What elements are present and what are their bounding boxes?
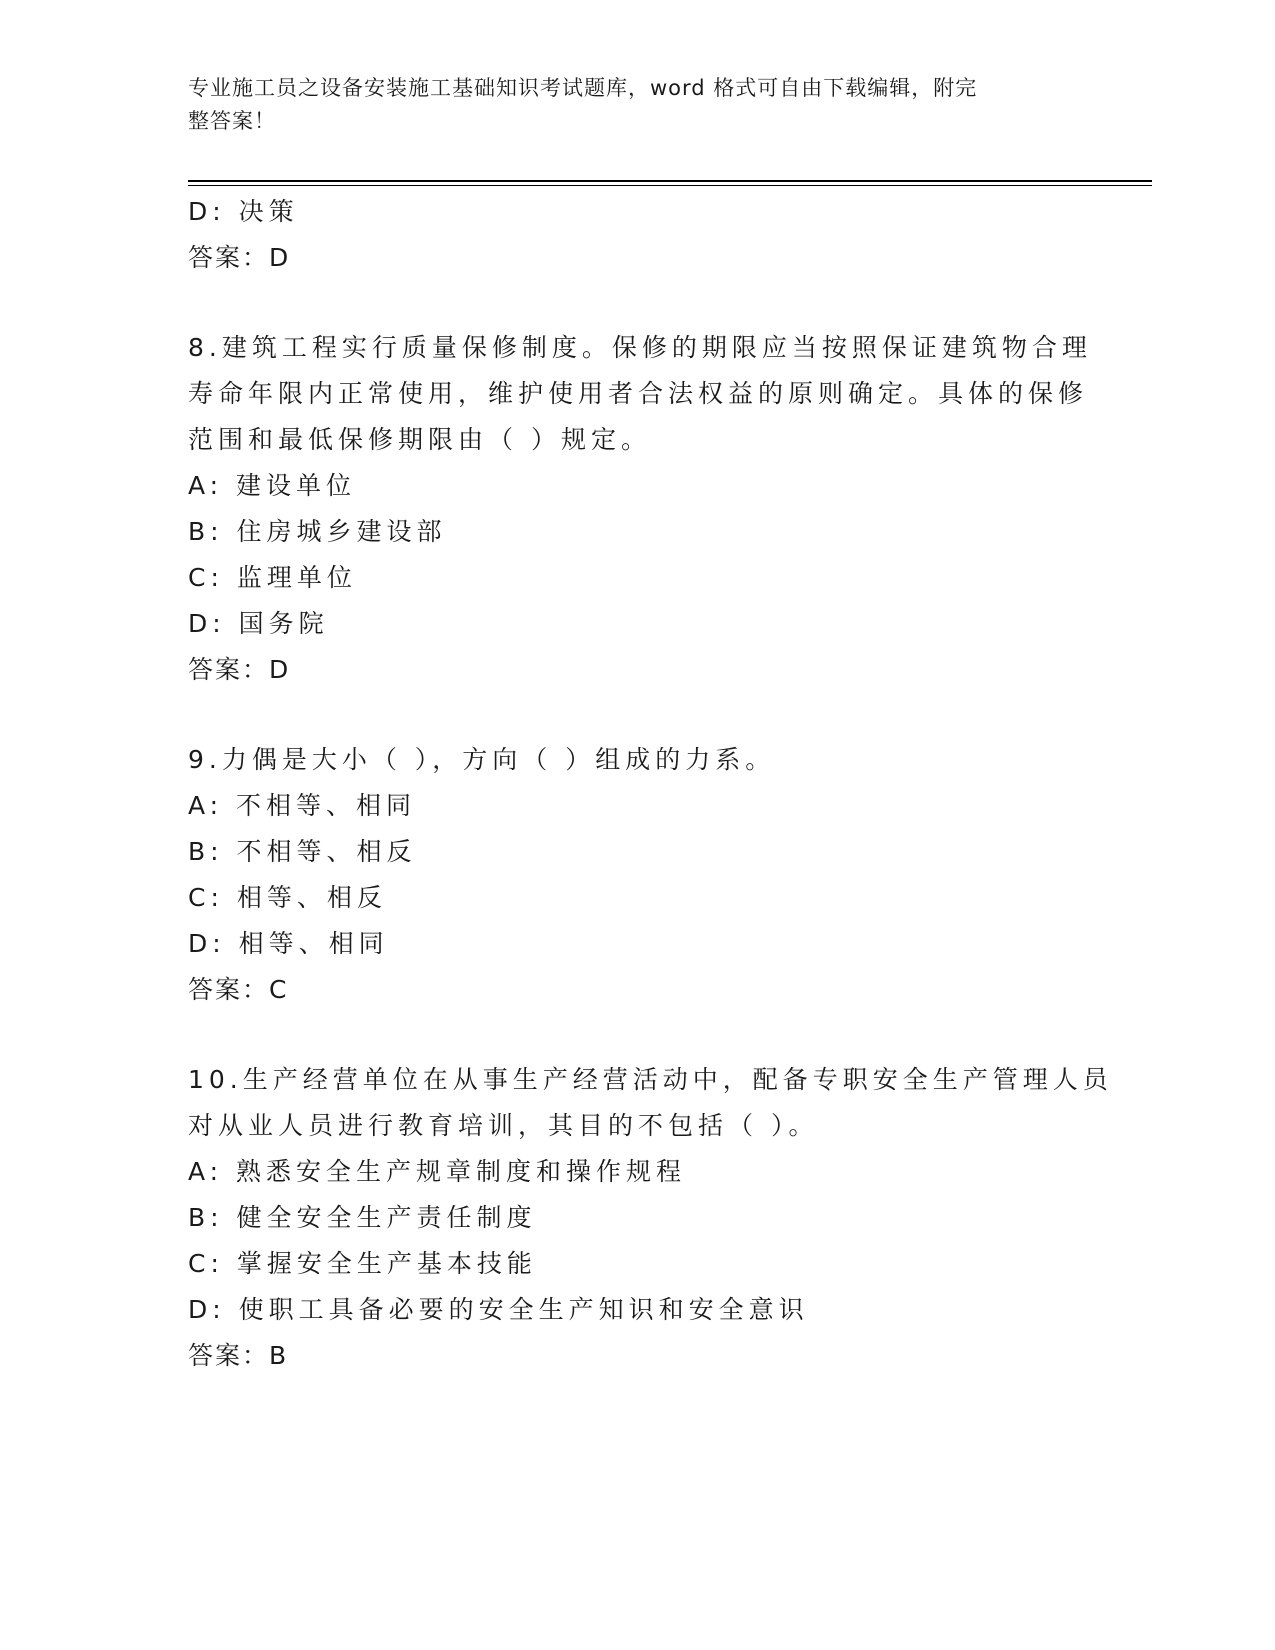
header-line-2: 整答案！ [188, 109, 276, 133]
option-d: D: 相等、相同 [188, 929, 389, 958]
option-a: A: 不相等、相同 [188, 791, 417, 820]
question-text [188, 1057, 1113, 1149]
answer-line: 答案：D [188, 243, 291, 272]
option-b: B: 住房城乡建设部 [188, 517, 447, 546]
header-line-1: 专业施工员之设备安装施工基础知识考试题库，word 格式可自由下载编辑，附完 [188, 76, 978, 100]
option-c: C: 相等、相反 [188, 883, 387, 912]
question-line: 8.建筑工程实行质量保修制度。保修的期限应当按照保证建筑物合理 [188, 333, 1092, 362]
question-text [188, 325, 1092, 463]
question-line: 10.生产经营单位在从事生产经营活动中，配备专职安全生产管理人员 [188, 1065, 1113, 1094]
question-line: 9.力偶是大小（ ），方向（ ）组成的力系。 [188, 745, 776, 774]
answer-line: 答案：D [188, 655, 291, 684]
option-d: D: 国务院 [188, 609, 329, 638]
previous-question-tail [188, 189, 1088, 281]
option-b: B: 不相等、相反 [188, 837, 417, 866]
option-d: D: 决策 [188, 197, 299, 226]
document-header [188, 72, 1068, 138]
answer-line: 答案：C [188, 975, 289, 1004]
header-rule-thin [188, 185, 1152, 186]
header-rule-thick [188, 180, 1152, 182]
option-c: C: 监理单位 [188, 563, 357, 592]
question-line: 范围和最低保修期限由（ ）规定。 [188, 425, 651, 454]
option-a: A: 建设单位 [188, 471, 357, 500]
question-line: 寿命年限内正常使用，维护使用者合法权益的原则确定。具体的保修 [188, 379, 1089, 408]
question-text [188, 737, 1088, 783]
question-8 [188, 325, 1092, 693]
document-body [188, 189, 1113, 1379]
option-b: B: 健全安全生产责任制度 [188, 1203, 537, 1232]
option-d: D: 使职工具备必要的安全生产知识和安全意识 [188, 1295, 809, 1324]
question-10 [188, 1057, 1113, 1379]
option-a: A: 熟悉安全生产规章制度和操作规程 [188, 1157, 687, 1186]
option-c: C: 掌握安全生产基本技能 [188, 1249, 537, 1278]
answer-line: 答案：B [188, 1341, 289, 1370]
question-9 [188, 737, 1088, 1013]
question-line: 对从业人员进行教育培训，其目的不包括（ ）。 [188, 1111, 819, 1140]
